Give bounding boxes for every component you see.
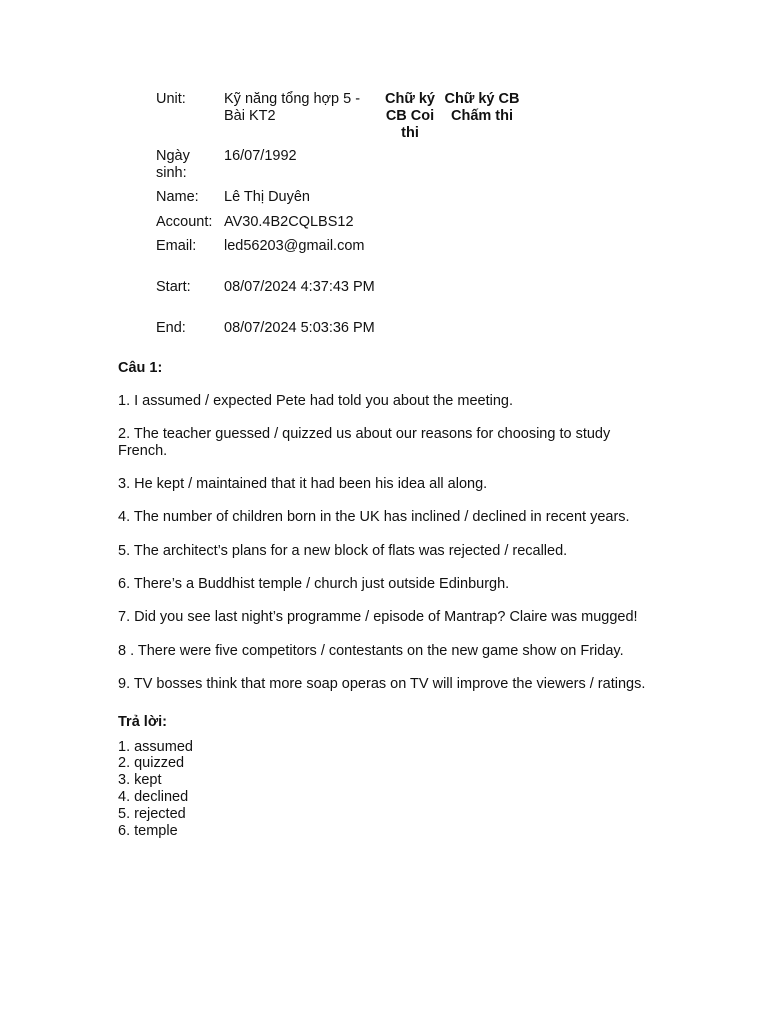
question-item: 7. Did you see last night’s programme / episode of Mantrap? Claire was mugged!: [118, 609, 638, 626]
answer-item: 4. declined: [118, 788, 189, 805]
proctor-signature-label: Chữ ký CB Coi thi: [385, 91, 435, 141]
grader-signature-label: Chữ ký CB Chấm thi: [444, 91, 520, 124]
question-item: 6. There’s a Buddhist temple / church just outside Edinburgh.: [118, 576, 510, 593]
answer-item: 3. kept: [118, 772, 162, 789]
dob-label: Ngày sinh:: [156, 148, 190, 181]
answer-item: 1. assumed: [118, 738, 193, 755]
answer-list: [118, 739, 658, 840]
question-item: 4. The number of children born in the UK has inclined / declined in recent years.: [118, 509, 630, 526]
email-value: led56203@gmail.com: [224, 238, 365, 254]
question-item: 1. I assumed / expected Pete had told you about the meeting.: [118, 392, 513, 409]
end-value: 08/07/2024 5:03:36 PM: [224, 320, 375, 336]
question-item: 3. He kept / maintained that it had been his idea all along.: [118, 476, 488, 493]
answer-item: 6. temple: [118, 822, 178, 839]
question-item: 5. The architect’s plans for a new block of flats was rejected / recalled.: [118, 542, 568, 559]
name-label: Name:: [156, 189, 199, 205]
dob-value: 16/07/1992: [224, 148, 297, 164]
unit-value: Kỹ năng tổng hợp 5 - Bài KT2: [224, 91, 361, 124]
exam-content: [118, 360, 658, 839]
question-item: 2. The teacher guessed / quizzed us about our reasons for choosing to study French.: [118, 426, 611, 459]
start-label: Start:: [156, 279, 191, 295]
start-value: 08/07/2024 4:37:43 PM: [224, 279, 375, 295]
account-value: AV30.4B2CQLBS12: [224, 214, 354, 230]
end-label: End:: [156, 320, 186, 336]
exam-header: [0, 0, 768, 360]
answer-item: 2. quizzed: [118, 755, 185, 772]
account-label: Account:: [156, 214, 213, 230]
answer-heading: Trả lời:: [118, 713, 167, 730]
question-item: 9. TV bosses think that more soap operas on TV will improve the viewers / ratings.: [118, 675, 646, 692]
question-item: 8 . There were five competitors / contestants on the new game show on Friday.: [118, 642, 624, 659]
unit-label: Unit:: [156, 91, 186, 107]
email-label: Email:: [156, 238, 197, 254]
answer-item: 5. rejected: [118, 805, 186, 822]
question-heading: Câu 1:: [118, 360, 163, 376]
name-value: Lê Thị Duyên: [224, 189, 310, 205]
